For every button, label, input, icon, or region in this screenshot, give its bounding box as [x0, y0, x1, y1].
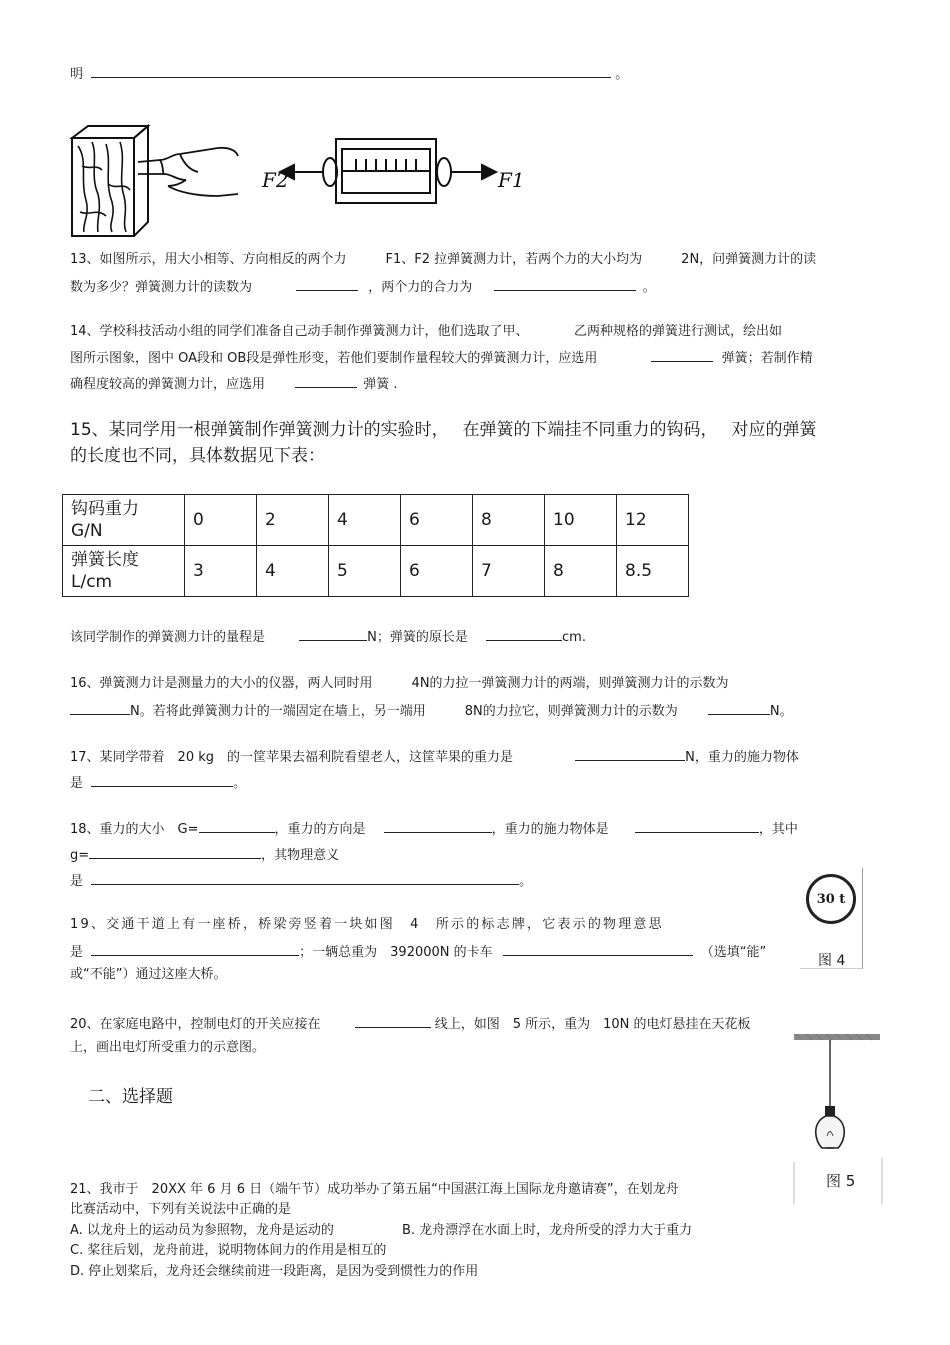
table-cell: 2 [257, 495, 329, 546]
q21-option-a[interactable]: A. 以龙舟上的运动员为参照物，龙舟是运动的 [70, 1223, 334, 1238]
q19-line2 [70, 941, 766, 962]
force-label-f2: F2 [262, 168, 289, 192]
q20-text-b: 线上，如图 5 所示，重为 10N 的电灯悬挂在天花板 [434, 1017, 751, 1032]
q14-text-a: 图所示图象，图中 OA段和 OB段是弹性形变，若他们要制作量程较大的弹簧测力计，应选用 [70, 351, 598, 366]
table-cell: 5 [329, 546, 401, 597]
spring-balance-figure [262, 135, 525, 207]
q17-line1 [70, 746, 799, 767]
table-cell: 6 [401, 546, 473, 597]
q13-text-a: 数为多少？弹簧测力计的读数为 [70, 280, 253, 295]
q17-text-c: 是 [70, 776, 84, 791]
q17-text-b: N，重力的施力物体 [685, 750, 799, 765]
q12-answer-blank[interactable] [91, 63, 611, 78]
q12-line [70, 63, 628, 84]
q19-text-a: 是 [70, 945, 84, 960]
q15-after-b: N；弹簧的原长是 [367, 630, 468, 645]
table-cell: 3 [185, 546, 257, 597]
q14-text-c: 确程度较高的弹簧测力计，应选用 [70, 377, 266, 392]
table-cell: 7 [473, 546, 545, 597]
spring-data-table [62, 494, 689, 597]
q13-line2 [70, 276, 656, 297]
q19-meaning-blank[interactable] [91, 941, 299, 956]
q19-line3: 或“不能”）通过这座大桥。 [70, 967, 227, 982]
table-row [63, 495, 689, 546]
q18-line1 [70, 818, 798, 839]
q14-range-blank[interactable] [651, 347, 713, 362]
q18-g-value-blank[interactable] [89, 844, 261, 859]
q14-line2 [70, 347, 813, 368]
section-title: 二、选择题 [88, 1087, 173, 1107]
q18-text-f: ，其物理意义 [261, 848, 340, 863]
q18-text-e: g= [70, 848, 90, 863]
table-cell: 8 [545, 546, 617, 597]
q13-text-c: 。 [642, 280, 656, 295]
q13-line1: 13、如图所示，用大小相等、方向相反的两个力 F1、F2 拉弹簧测力计，若两个力的大小均为 2N，问弹簧测力计的读 [70, 252, 817, 267]
length-header-unit: L/cm [71, 572, 113, 592]
q16-reading2-blank[interactable] [708, 700, 770, 715]
q16-text-b: N。 [769, 704, 793, 719]
q14-text-b: 弹簧；若制作精 [721, 351, 813, 366]
q12-lead: 明 [70, 67, 84, 82]
q17-source-blank[interactable] [91, 772, 233, 787]
q18-text-c: ，重力的施力物体是 [491, 822, 609, 837]
q15-line2: 的长度也不同，具体数据见下表： [70, 446, 325, 466]
q18-line3 [70, 870, 532, 891]
figure-4-caption: 图 4 [818, 953, 846, 969]
q12-tail: 。 [615, 67, 629, 82]
q18-formula-blank[interactable] [199, 818, 275, 833]
table-row [63, 546, 689, 597]
table-cell: 4 [257, 546, 329, 597]
table-header-length [63, 546, 185, 597]
table-header-weight [63, 495, 185, 546]
q15-range-blank[interactable] [299, 626, 367, 641]
q18-line2 [70, 844, 339, 865]
q13-text-b: ，两个力的合力为 [368, 280, 473, 295]
table-cell: 0 [185, 495, 257, 546]
q18-text-g: 是 [70, 874, 84, 889]
table-cell: 4 [329, 495, 401, 546]
table-cell: 10 [545, 495, 617, 546]
q13-reading-blank[interactable] [296, 276, 358, 291]
table-cell: 12 [617, 495, 689, 546]
q20-line2: 上，画出电灯所受重力的示意图。 [70, 1040, 266, 1055]
q16-line1: 16、弹簧测力计是测量力的大小的仪器，两人同时用 4N的力拉一弹簧测力计的两端，则弹簧测力计的示数为 [70, 676, 729, 691]
q18-text-a: 18、重力的大小 G= [70, 822, 199, 837]
q20-text-a: 20、在家庭电路中，控制电灯的开关应接在 [70, 1017, 321, 1032]
q21-line2: 比赛活动中，下列有关说法中正确的是 [70, 1202, 292, 1217]
q18-meaning-blank[interactable] [91, 870, 519, 885]
q16-line2 [70, 700, 793, 721]
q14-precision-blank[interactable] [295, 373, 357, 388]
q21-option-b[interactable]: B. 龙舟漂浮在水面上时，龙舟所受的浮力大于重力 [402, 1223, 693, 1238]
table-cell: 6 [401, 495, 473, 546]
q18-text-h: 。 [519, 874, 533, 889]
q17-text-d: 。 [233, 776, 247, 791]
q21-line1: 21、我市于 20XX 年 6 月 6 日（端午节）成功举办了第五届“中国湛江海上国际龙舟邀请赛”，在划龙舟 [70, 1182, 679, 1197]
q14-line1: 14、学校科技活动小组的同学们准备自己动手制作弹簧测力计，他们选取了甲、 乙两种规格的弹簧进行测试，绘出如 [70, 324, 783, 339]
q18-text-b: ，重力的方向是 [274, 822, 366, 837]
q18-source-blank[interactable] [635, 818, 759, 833]
q20-wire-blank[interactable] [355, 1013, 431, 1028]
figure-5-caption: 图 5 [826, 1172, 856, 1190]
q16-text-a: N。若将此弹簧测力计的一端固定在墙上，另一端用 8N的力拉它，则弹簧测力计的示数为 [130, 704, 678, 719]
q21-option-d[interactable]: D. 停止划桨后，龙舟还会继续前进一段距离，是因为受到惯性力的作用 [70, 1264, 479, 1279]
q15-original-length-blank[interactable] [486, 626, 562, 641]
q15-after-line [70, 626, 586, 647]
finger-block-figure [68, 120, 240, 240]
force-label-f1: F1 [498, 168, 525, 192]
q16-reading1-blank[interactable] [70, 700, 130, 715]
q18-direction-blank[interactable] [384, 818, 492, 833]
q15-line1: 15、某同学用一根弹簧制作弹簧测力计的实验时， 在弹簧的下端挂不同重力的钩码， 对应的弹簧 [70, 420, 817, 440]
q17-line2 [70, 772, 246, 793]
weight-header-text: 钩码重力 [71, 499, 139, 519]
q14-text-d: 弹簧 . [363, 377, 398, 392]
q17-gravity-blank[interactable] [575, 746, 685, 761]
q13-resultant-blank[interactable] [494, 276, 636, 291]
q15-after-c: cm. [562, 630, 586, 645]
weight-header-unit: G/N [71, 521, 103, 541]
table-cell: 8 [473, 495, 545, 546]
q21-option-c[interactable]: C. 桨往后划，龙舟前进，说明物体间力的作用是相互的 [70, 1243, 387, 1258]
q19-can-pass-blank[interactable] [503, 941, 693, 956]
q17-text-a: 17、某同学带着 20 kg 的一筐苹果去福利院看望老人，这筐苹果的重力是 [70, 750, 513, 765]
q19-text-c: （选填“能” [700, 945, 767, 960]
q19-line1: 19、交通干道上有一座桥，桥梁旁竖着一块如图 4 所示的标志牌，它表示的物理意思 [70, 917, 664, 932]
length-header-text: 弹簧长度 [71, 550, 139, 570]
q14-line3 [70, 373, 398, 394]
q15-after-a: 该同学制作的弹簧测力计的量程是 [70, 630, 266, 645]
q18-text-d: ，其中 [758, 822, 798, 837]
table-cell: 8.5 [617, 546, 689, 597]
q19-text-b: ；一辆总重为 392000N 的卡车 [299, 945, 493, 960]
sign-text: 30 t [816, 891, 846, 907]
q20-line1 [70, 1013, 751, 1034]
